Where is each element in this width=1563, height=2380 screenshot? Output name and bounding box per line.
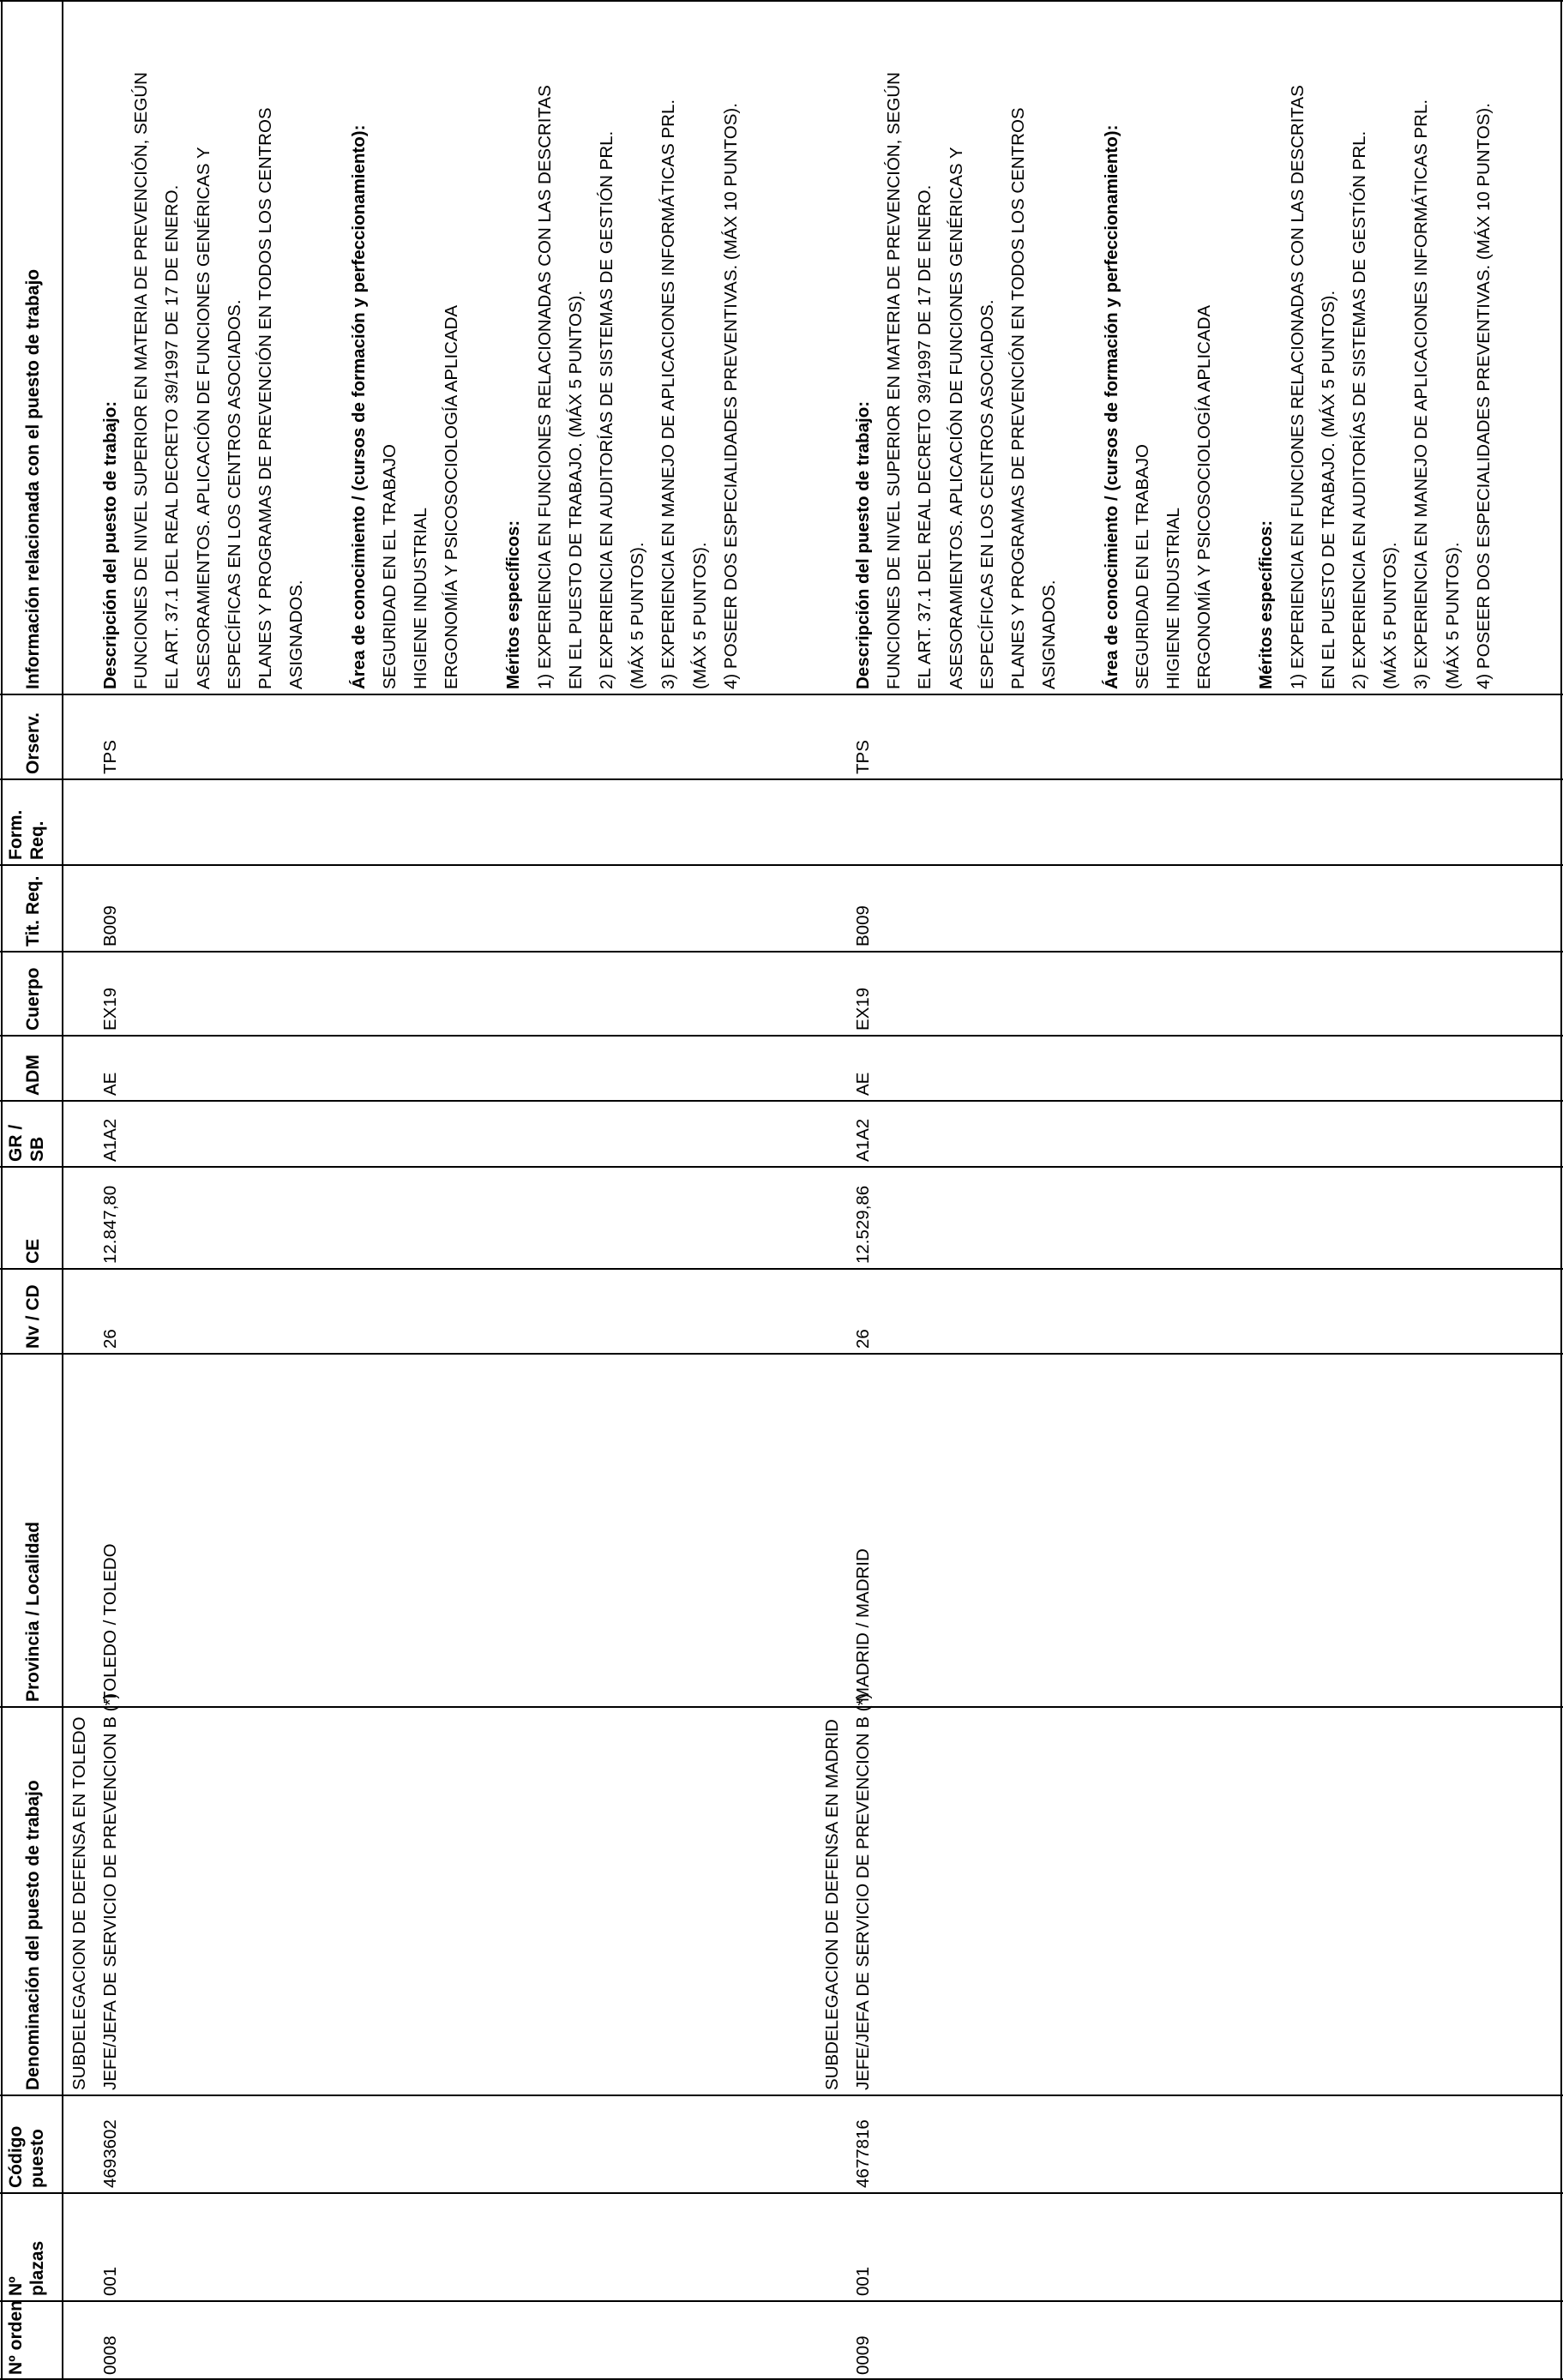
meritos-line: (MÁX 5 PUNTOS). xyxy=(628,542,648,689)
row-0009-observaciones: TPS xyxy=(853,740,873,774)
row-0009-grupo: A1A2 xyxy=(853,1118,873,1162)
header-orden: Nº orden xyxy=(6,2299,26,2375)
row-0008-adm: AE xyxy=(100,1072,120,1096)
row-0008-cuerpo: EX19 xyxy=(100,987,120,1031)
header-ce: CE xyxy=(23,1238,43,1264)
area-line: ERGONOMÍA Y PSICOSOCIOLOGÍA APLICADA xyxy=(442,304,462,689)
header-formacion-line2: Req. xyxy=(27,820,47,860)
meritos-line: 2) EXPERIENCIA EN AUDITORÍAS DE SISTEMAS DE GESTIÓN PRL. xyxy=(597,130,616,689)
meritos-line: 1) EXPERIENCIA EN FUNCIONES RELACIONADAS CON LAS DESCRITAS xyxy=(1287,85,1308,689)
header-formacion-line1: Form. xyxy=(6,809,26,860)
area-line: ERGONOMÍA Y PSICOSOCIOLOGÍA APLICADA xyxy=(1194,304,1215,689)
descripcion-line: ESPECÍFICAS EN LOS CENTROS ASOCIADOS. xyxy=(224,299,244,689)
row-0008-ce: 12.847,80 xyxy=(100,1185,120,1264)
descripcion-line: ASESORAMIENTOS. APLICACIÓN DE FUNCIONES GENÉRICAS Y xyxy=(946,147,966,689)
descripcion-line: FUNCIONES DE NIVEL SUPERIOR EN MATERIA DE PREVENCIÓN, SEGÚN xyxy=(884,72,905,689)
row-0009-adm: AE xyxy=(853,1072,873,1096)
meritos-line: 2) EXPERIENCIA EN AUDITORÍAS DE SISTEMAS DE GESTIÓN PRL. xyxy=(1350,130,1369,689)
header-grupo-line1: GR / xyxy=(6,1124,26,1162)
row-0008-provincia: TOLEDO / TOLEDO xyxy=(100,1543,120,1702)
descripcion-line: ASESORAMIENTOS. APLICACIÓN DE FUNCIONES GENÉRICAS Y xyxy=(193,147,213,689)
area-title: Área de conocimiento / (cursos de formación y perfeccionamiento): xyxy=(348,124,369,689)
header-informacion: Información relacionada con el puesto de trabajo xyxy=(23,268,43,689)
header-plazas xyxy=(5,2241,48,2296)
meritos-line: (MÁX 5 PUNTOS). xyxy=(1380,542,1401,689)
row-0008-denominacion xyxy=(64,1693,126,2090)
row-0009-nivel: 26 xyxy=(853,1329,873,1349)
meritos-line: (MÁX 5 PUNTOS). xyxy=(1442,542,1463,689)
header-denominacion: Denominación del puesto de trabajo xyxy=(23,1780,43,2090)
area-line: SEGURIDAD EN EL TRABAJO xyxy=(379,444,400,689)
area-line: HIGIENE INDUSTRIAL xyxy=(410,508,430,689)
descripcion-line: PLANES Y PROGRAMAS DE PREVENCIÓN EN TODOS LOS CENTROS xyxy=(255,107,275,689)
spacer xyxy=(1220,72,1251,689)
meritos-title: Méritos específicos: xyxy=(1256,520,1277,689)
header-plazas-line2: plazas xyxy=(27,2240,47,2296)
header-codigo xyxy=(5,2126,48,2188)
row-0008-denominacion-line2: JEFE/JEFA DE SERVICIO DE PREVENCION B (*) xyxy=(100,1692,121,2090)
descripcion-line: PLANES Y PROGRAMAS DE PREVENCIÓN EN TODOS LOS CENTROS xyxy=(1007,107,1028,689)
meritos-line: 3) EXPERIENCIA EN MANEJO DE APLICACIONES INFORMÁTICAS PRL. xyxy=(658,99,679,689)
row-0009-codigo: 4677816 xyxy=(853,2119,873,2188)
descripcion-line: ESPECÍFICAS EN LOS CENTROS ASOCIADOS. xyxy=(977,299,997,689)
row-0009-informacion xyxy=(848,72,1500,689)
row-0008-denominacion-line1: SUBDELEGACION DE DEFENSA EN TOLEDO xyxy=(69,1716,89,2090)
spacer xyxy=(1065,72,1096,689)
header-formacion xyxy=(5,810,48,860)
descripcion-line: EL ART. 37.1 DEL REAL DECRETO 39/1997 DE 17 DE ENERO. xyxy=(915,184,935,689)
row-0008-codigo: 4693602 xyxy=(100,2119,120,2188)
row-0009-denominacion-line2: JEFE/JEFA DE SERVICIO DE PREVENCION B (*) xyxy=(853,1692,874,2090)
meritos-line: 4) POSEER DOS ESPECIALIDADES PREVENTIVAS. (MÁX 10 PUNTOS). xyxy=(720,103,741,689)
row-0009-denominacion-line1: SUBDELEGACION DE DEFENSA EN MADRID xyxy=(822,1719,842,2090)
meritos-line: 3) EXPERIENCIA EN MANEJO DE APLICACIONES INFORMÁTICAS PRL. xyxy=(1411,99,1432,689)
row-0008-nivel: 26 xyxy=(100,1329,120,1349)
header-provincia: Provincia / Localidad xyxy=(23,1521,43,1702)
row-0009-orden: 0009 xyxy=(853,2335,873,2375)
meritos-line: 4) POSEER DOS ESPECIALIDADES PREVENTIVAS. (MÁX 10 PUNTOS). xyxy=(1473,103,1494,689)
row-0009-cuerpo: EX19 xyxy=(853,987,873,1031)
meritos-line: EN EL PUESTO DE TRABAJO. (MÁX 5 PUNTOS). xyxy=(1318,290,1338,689)
row-0008-orden: 0008 xyxy=(100,2335,120,2375)
header-codigo-line2: puesto xyxy=(27,2129,47,2188)
area-title: Área de conocimiento / (cursos de formación y perfeccionamiento): xyxy=(1101,124,1121,689)
descripcion-line: FUNCIONES DE NIVEL SUPERIOR EN MATERIA DE PREVENCIÓN, SEGÚN xyxy=(131,72,152,689)
header-grupo xyxy=(5,1125,48,1162)
row-0009-plazas: 001 xyxy=(853,2266,873,2296)
descripcion-line: ASIGNADOS. xyxy=(286,580,307,689)
header-cuerpo: Cuerpo xyxy=(23,967,43,1031)
row-0009-denominacion xyxy=(817,1693,879,2090)
descripcion-title: Descripción del puesto de trabajo: xyxy=(100,400,120,689)
meritos-line: EN EL PUESTO DE TRABAJO. (MÁX 5 PUNTOS). xyxy=(565,290,586,689)
row-0008-grupo: A1A2 xyxy=(100,1118,120,1162)
descripcion-title: Descripción del puesto de trabajo: xyxy=(853,400,873,689)
header-titulacion: Tit. Req. xyxy=(23,875,43,947)
header-codigo-line1: Código xyxy=(6,2125,26,2188)
meritos-line: 1) EXPERIENCIA EN FUNCIONES RELACIONADAS CON LAS DESCRITAS xyxy=(534,85,555,689)
descripcion-line: EL ART. 37.1 DEL REAL DECRETO 39/1997 DE 17 DE ENERO. xyxy=(162,184,183,689)
descripcion-line: ASIGNADOS. xyxy=(1039,580,1060,689)
header-grupo-line2: SB xyxy=(27,1136,47,1162)
area-line: HIGIENE INDUSTRIAL xyxy=(1163,508,1183,689)
row-0008-plazas: 001 xyxy=(100,2266,120,2296)
row-0008-titulacion: B009 xyxy=(100,905,120,947)
header-observaciones: Orserv. xyxy=(23,712,43,774)
area-line: SEGURIDAD EN EL TRABAJO xyxy=(1132,444,1152,689)
row-0009-ce: 12.529,86 xyxy=(853,1185,873,1264)
row-0008-informacion xyxy=(95,72,747,689)
row-0009-provincia: MADRID / MADRID xyxy=(853,1548,873,1702)
meritos-title: Méritos específicos: xyxy=(503,520,524,689)
header-plazas-line1: Nº xyxy=(6,2276,26,2296)
spacer xyxy=(467,72,498,689)
row-0009-titulacion: B009 xyxy=(853,905,873,947)
header-nivel: Nv / CD xyxy=(23,1284,43,1349)
header-adm: ADM xyxy=(23,1055,43,1096)
row-0008-observaciones: TPS xyxy=(100,740,120,774)
spacer xyxy=(312,72,343,689)
meritos-line: (MÁX 5 PUNTOS). xyxy=(689,542,710,689)
